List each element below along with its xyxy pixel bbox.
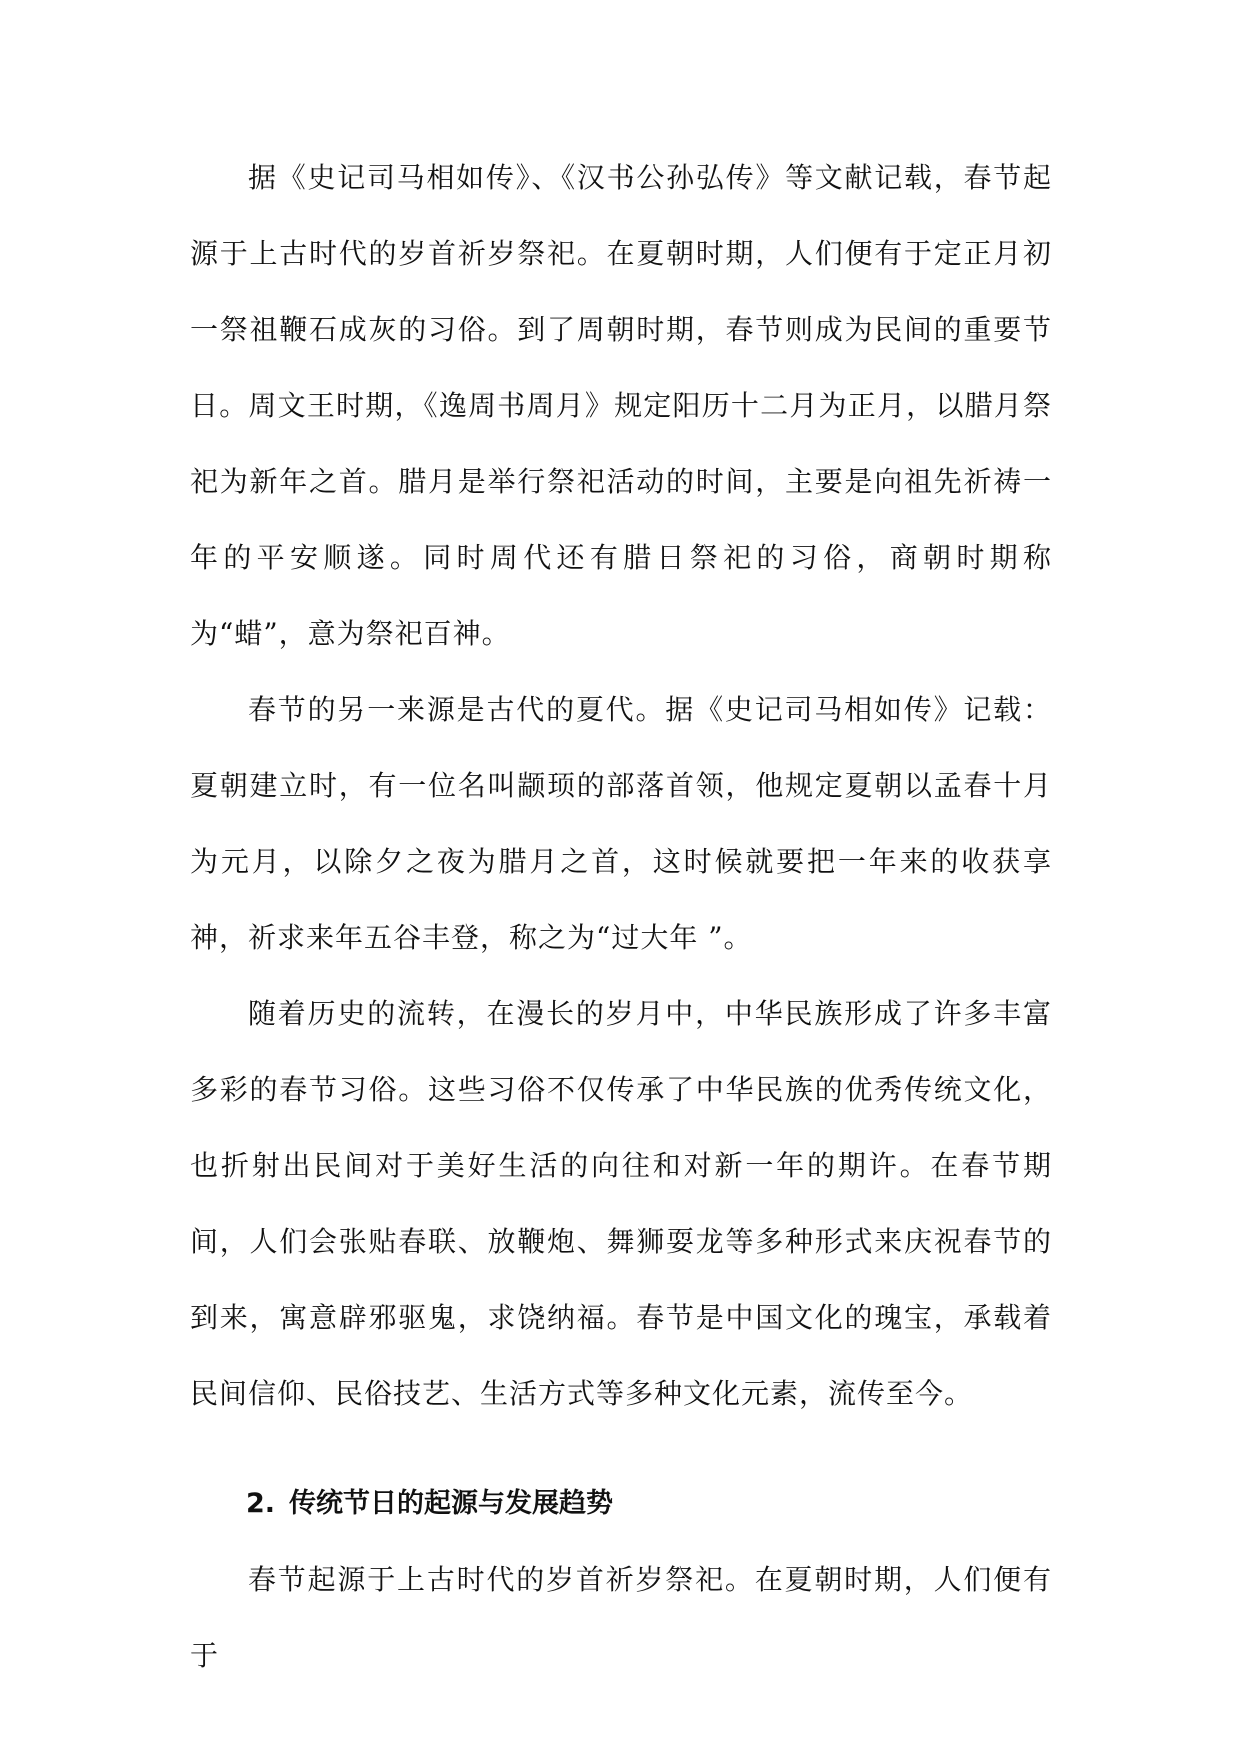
section-heading xyxy=(190,1466,1052,1542)
paragraph-section-start: 春节起源于上古时代的岁首祈岁祭祀。在夏朝时期，人们便有于 xyxy=(190,1563,1052,1672)
paragraph-customs: 随着历史的流转，在漫长的岁月中，中华民族形成了许多丰富多彩的春节习俗。这些习俗不仅传承了中华民族的优秀传统文化，也折射出民间对于美好生活的向往和对新一年的期许。在春节期间，人们会张贴春联、放鞭炮、舞狮耍龙等多种形式来庆祝春节的到来，寓意辟邪驱鬼，求饶纳福。春节是中国文化的瑰宝，承载着民间信仰、民俗技艺、生活方式等多种文化元素，流传至今。 xyxy=(190,997,1052,1410)
paragraph-xia-dynasty: 春节的另一来源是古代的夏代。据《史记司马相如传》记载：夏朝建立时，有一位名叫颛顼的部落首领，他规定夏朝以孟春十月为元月，以除夕之夜为腊月之首，这时候就要把一年来的收获享神，祈求来年五谷丰登，称之为“过大年 ”。 xyxy=(190,693,1052,954)
section-title: 传统节日的起源与发展趋势 xyxy=(289,1488,614,1519)
section-number: 2. xyxy=(246,1488,276,1519)
paragraph-origin-records: 据《史记司马相如传》、《汉书公孙弘传》等文献记载，春节起源于上古时代的岁首祈岁祭祀。在夏朝时期，人们便有于定正月初一祭祖鞭石成灰的习俗。到了周朝时期，春节则成为民间的重要节日。周文王时期，《逸周书周月》规定阳历十二月为正月，以腊月祭祀为新年之首。腊月是举行祭祀活动的时间，主要是向祖先祈祷一年的平安顺遂。同时周代还有腊日祭祀的习俗，商朝时期称为“蜡”，意为祭祀百神。 xyxy=(190,161,1052,650)
document-body xyxy=(190,140,1052,1694)
